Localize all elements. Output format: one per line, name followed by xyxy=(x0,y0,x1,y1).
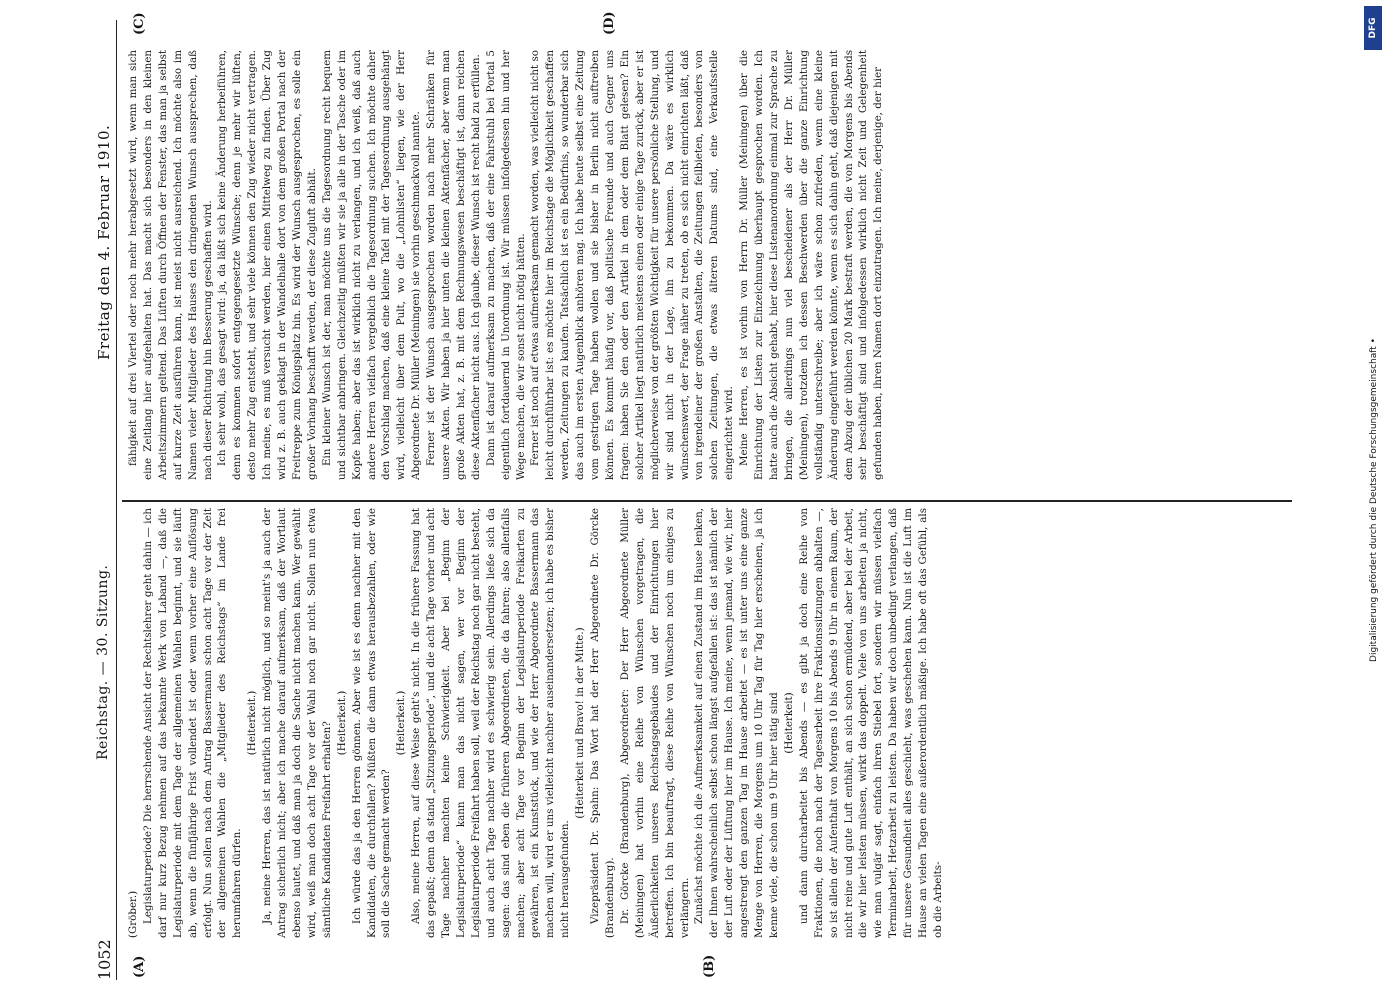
paragraph: Dr. Görcke (Brandenburg), Abgeordneter: Der Herr Abgeordnete Müller (Meiningen) hat vorhin eine Reihe von Wünschen vorgetragen, die Äußerlichkeiten unseres Reichstagsgebäudes und der Einrichtungen hier betreffen. Ich bin beauftragt, diese Reihe von Wünschen noch um einiges zu verlängern. xyxy=(618,508,691,938)
paragraph: Meine Herren, es ist vorhin von Herrn Dr. Müller (Meiningen) über die Einrichtung der Listen zur Einzeichnung überhaupt gesprochen worden. Ich hatte auch die Absicht gehabt, hier diese Listenanordnung einmal zur Sprache zu bringen, die allerdings nun viel bescheidener als der Herr Dr. Müller (Meiningen), trotzdem ich dessen Beschwerden über die ganze Einrichtung vollständig unterschreibe; aber ich wäre schon zufrieden, wenn eine kleine Änderung eingeführt werden könnte, wenn es sich dahin geht, daß diejenigen mit dem Abzug der üblichen 20 Mark bestraft werden, die von Morgens bis Abends sehr beschäftigt sind und infolgedessen wirklich nicht Zeit und Gelegenheit gefunden haben, ihren Namen dort einzutragen. Ich meine, derjenige, der hier xyxy=(737,50,884,480)
paragraph: fähigkeit auf drei Viertel oder noch mehr herabgesetzt wird, wenn man sich eine Zeitlang hier aufgehalten hat. Das macht sich besonders in den kleinen Arbeitszimmern geltend. Das Lüften durch Öffnen der Fenster, das man ja selbst auf kurze Zeit ausführen kann, ist meist nicht ausreichend. Ich möchte also im Namen vieler Mitglieder des Hauses den dringenden Wunsch aussprechen, daß nach dieser Richtung hin Besserung geschaffen wird. xyxy=(126,50,214,480)
page-number: 1052 xyxy=(94,939,114,980)
paragraph: Ferner ist der Wunsch ausgesprochen worden nach mehr Schränken für unsere Akten. Wir haben ja hier unten die kleinen Aktenfächer, aber wenn man große Akten hat, z. B. mit dem Rechnungswesen beschäftigt ist, dann reichen diese Aktenfächer nicht aus. Ich glaube, dieser Wunsch ist recht bald zu erfüllen. xyxy=(424,50,482,480)
right-column xyxy=(126,50,1286,480)
interjection: (Heiterkeit und Bravo! in der Mitte.) xyxy=(573,627,586,819)
margin-letter-d: (D) xyxy=(601,11,617,35)
paragraph: Ich würde das ja den Herren gönnen. Aber wie ist es denn nachher mit den Kandidaten, die durchfallen? Müßten die dann etwas herausbezahlen, oder wie soll die Sache gemacht werden? xyxy=(350,508,392,938)
paragraph: Zunächst möchte ich die Aufmerksamkeit auf einen Zustand im Hause lenken, der Ihnen wahrscheinlich selbst schon längst aufgefallen ist: das ist nämlich der der Luft oder der Lüftung hier im Hause. Ich meine, wenn jemand, wie wir, hier angestrengt den ganzen Tag im Hause arbeitet — es ist unter uns eine ganze Menge von Herren, die Morgens um 10 Uhr Tag für Tag hier erscheinen, ja ich kenne viele, die schon um 9 Uhr hier tätig sind xyxy=(692,508,780,938)
speaker-label: (Gröber.) xyxy=(126,890,139,938)
interjection: (Heiterkeit.) xyxy=(245,690,258,756)
paragraph: Ja, meine Herren, das ist natürlich nicht möglich, und so meint's ja auch der Antrag sicherlich nicht; aber ich mache darauf aufmerksam, daß der Wortlaut ebenso lautet, und daß man ja doch die Sache nicht machen kann. Wer gewählt wird, weiß man doch acht Tage vor der Wahl noch gar nicht. Sollen nun etwa sämtliche Kandidaten Freifahrt erhalten? xyxy=(260,508,333,938)
paragraph: Ich sehr wohl, das gesagt wird: ja, da läßt sich keine Änderung herbeiführen, denn es kommen sofort entgegengesetzte Wünsche; denn je mehr wir lüften, desto mehr Zug entsteht, und sehr viele können den Zug wieder nicht vertragen. Ich meine, es muß versucht werden, hier einen Mittelweg zu finden. Über Zug wird z. B. auch geklagt in der Wandelhalle dort von dem großen Portal nach der Freitreppe zum Königsplatz hin. Es wird der Wunsch ausgesprochen, es solle ein großer Vorhang beschafft werden, der diese Zugluft abhält. xyxy=(215,50,318,480)
left-column xyxy=(126,508,1286,938)
column-divider xyxy=(122,501,1292,503)
margin-letter-c: (C) xyxy=(131,12,147,35)
page-header xyxy=(94,20,117,980)
digitization-credit: Digitalisierung gefördert durch die Deutsche Forschungsgemeinschaft • xyxy=(1369,338,1379,662)
paragraph: Dann ist darauf aufmerksam zu machen, daß der eine Fahrstuhl bei Portal 5 eigentlich fortdauernd in Unordnung ist. Wir müssen infolgedessen hin und her Wege machen, die wir sonst nicht nötig hätten. xyxy=(484,50,527,480)
running-head: Reichstag. — 30. Sitzung. xyxy=(94,564,111,760)
margin-letter-a: (A) xyxy=(131,955,147,978)
margin-letter-b: (B) xyxy=(701,954,717,978)
paragraph: Ein kleiner Wunsch ist der, man möchte uns die Tagesordnung recht bequem und sichtbar anbringen. Gleichzeitig müßten wir sie ja alle in der Tasche oder im Kopfe haben; aber das ist wirklich nicht zu verlangen, und ich weiß, daß auch andere Herren vielfach vergeblich die Tagesordnung suchen. Ich möchte daher den Vorschlag machen, daß eine kleine Tafel mit der Tagesordnung ausgehängt wird, vielleicht über dem Pult, wo die „Lohnlisten“ liegen, wie der Herr Abgeordnete Dr. Müller (Meiningen) sie vorhin geschmackvoll nannte. xyxy=(320,50,422,480)
scanned-page xyxy=(42,11,1342,980)
paragraph: Also, meine Herren, auf diese Weise geht's nicht. In die frühere Fassung hat das gepaßt; denn da stand „Sitzungsperiode“, und die acht Tage vorher und acht Tage nachher machten keine Schwierigkeit. Aber bei „Beginn der Legislaturperiode“ kann man das nicht sagen, wer vor Beginn der Legislaturperiode Freifahrt haben soll, weil der Reichstag noch gar nicht besteht, und auch acht Tage nachher wird es schwierig sein. Allerdings ließe sich da sagen: das sind eben die früheren Abgeordneten, die da fahren; also allenfalls machen; aber acht Tage vor Beginn der Legislaturperiode Freikarten zu gewähren, ist ein Kunststück, und wie der Herr Abgeordnete Bassermann das machen will, wird er uns vielleicht nachher auseinandersetzen; ich habe es bisher nicht herausgefunden. xyxy=(409,508,571,938)
interjection: (Heiterkeit) xyxy=(782,692,795,754)
interjection: (Heiterkeit.) xyxy=(335,690,348,756)
session-date: Freitag den 4. Februar 1910. xyxy=(94,124,113,360)
interjection: (Heiterkeit.) xyxy=(394,690,407,756)
paragraph: Vizepräsident Dr. Spahn: Das Wort hat der Herr Abgeordnete Dr. Görcke (Brandenburg). xyxy=(588,508,616,938)
paragraph: Ferner ist noch auf etwas aufmerksam gemacht worden, was vielleicht nicht so leicht durchführbar ist: es möchte hier im Reichstage die Möglichkeit geschaffen werden, Zeitungen zu kaufen. Tatsächlich ist es ein Bedürfnis, so wunderbar sich das auch im ersten Augenblick anhören mag. Ich habe heute selbst eine Zeitung vom gestrigen Tage haben wollen und sie bisher in Berlin nicht auftreiben können. Es kommt häufig vor, daß politische Freunde und auch Gegner uns fragen: haben Sie den oder den Artikel in dem oder dem Blatt gelesen? Ein solcher Artikel liegt natürlich meistens einen oder einige Tage zurück, aber er ist möglicherweise von der größten Wichtigkeit für unsere persönliche Stellung, und wir sind nicht in der Lage, ihn zu bekommen. Da wäre es wirklich wünschenswert, der Frage näher zu treten, ob es sich nicht einrichten läßt, daß von irgendeiner der großen Anstalten, die Zeitungen feilbieten, besonders von solchen Zeitungen, die etwas älteren Datums sind, eine Verkaufsstelle eingerichtet wird. xyxy=(528,50,735,480)
dfg-logo: DFG xyxy=(1364,6,1382,50)
paragraph: Legislaturperiode? Die herrschende Ansicht der Rechtslehrer geht dahin — ich darf nur kurz Bezug nehmen auf das bekannte Werk von Laband —, daß die Legislaturperiode mit dem Tage der allgemeinen Wahlen beginnt, und sie läuft ab, wenn die fünfjährige Frist vollendet ist oder wenn vorher eine Auflösung erfolgt. Nun sollen nach dem Antrag Bassermann schon acht Tage vor der Zeit der allgemeinen Wahlen die „Mitglieder des Reichstags“ im Lande frei herumfahren dürfen. xyxy=(141,508,243,938)
paragraph: und dann durcharbeitet bis Abends — es gibt ja doch eine Reihe von Fraktionen, die noch nach der Tagesarbeit ihre Fraktionssitzungen abhalten —, so ist allein der Aufenthalt von Morgens 10 bis Abends 9 Uhr in einem Raum, der nicht reine und gute Luft enthält, an sich schon ermüdend, aber bei der Arbeit, die wir hier leisten müssen, wirkt das doppelt. Viele von uns arbeiten ja nicht, wie man vulgär sagt, einfach ihren Stiebel fort, sondern wir müssen vielfach Terminarbeit, Hetzarbeit zu leisten. Da haben wir doch unbedingt verlangen, daß für unsere Gesundheit alles geschieht, was geschehen kann. Nun ist die Luft im Hause an vielen Tagen eine außerordentlich mäßige. Ich habe oft das Gefühl, als ob die Arbeits- xyxy=(797,508,944,938)
